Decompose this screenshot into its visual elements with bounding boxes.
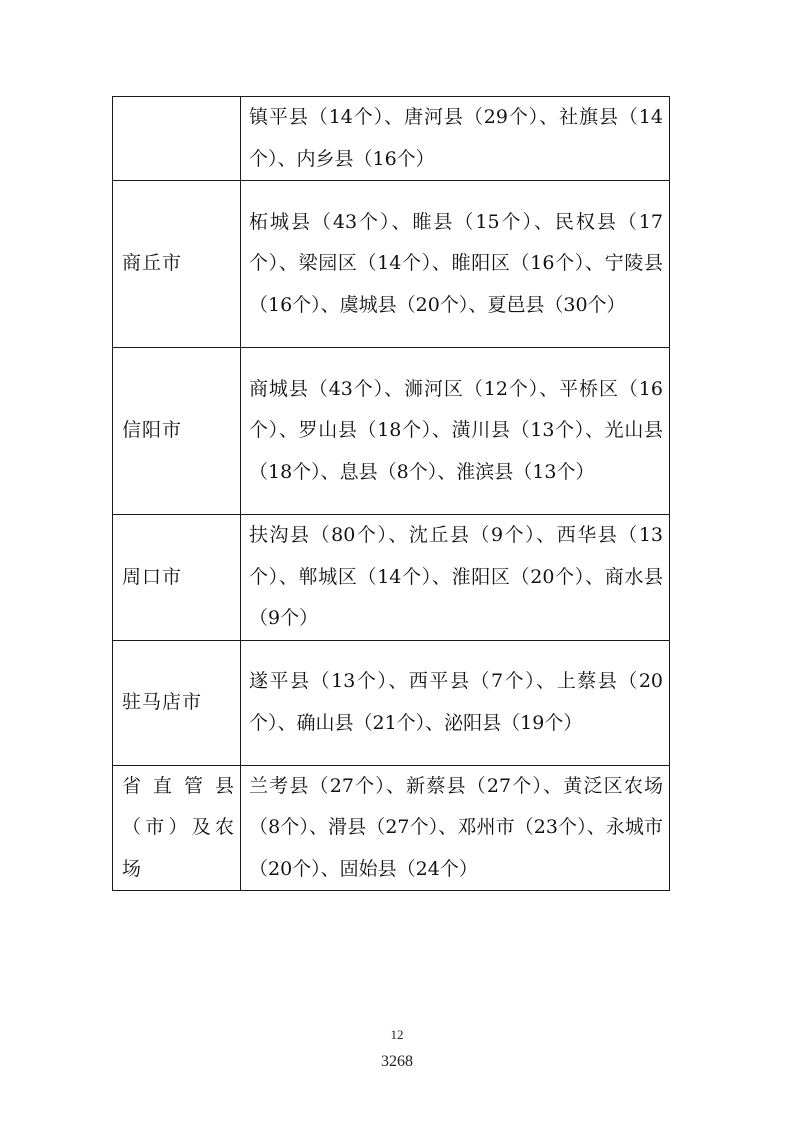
city-cell xyxy=(113,97,241,181)
county-list-table xyxy=(112,96,670,891)
table-row xyxy=(113,181,670,348)
counties-cell: 遂平县（13个）、西平县（7个）、上蔡县（20个）、确山县（21个）、泌阳县（19个） xyxy=(241,640,670,765)
city-cell: 周口市 xyxy=(113,515,241,641)
counties-cell: 商城县（43个）、浉河区（12个）、平桥区（16个）、罗山县（18个）、潢川县（13个）、光山县（18个）、息县（8个）、淮滨县（13个） xyxy=(241,348,670,515)
table-row xyxy=(113,765,670,891)
table-row xyxy=(113,348,670,515)
document-number: 3268 xyxy=(381,1053,413,1070)
table-row xyxy=(113,515,670,641)
city-cell: 商丘市 xyxy=(113,181,241,348)
counties-cell: 柘城县（43个）、睢县（15个）、民权县（17个）、梁园区（14个）、睢阳区（16个）、宁陵县（16个）、虞城县（20个）、夏邑县（30个） xyxy=(241,181,670,348)
counties-cell: 镇平县（14个）、唐河县（29个）、社旗县（14个）、内乡县（16个） xyxy=(241,97,670,181)
table-row xyxy=(113,97,670,181)
city-cell: 省直管县（市）及农场 xyxy=(113,765,241,891)
table-row xyxy=(113,640,670,765)
counties-cell: 扶沟县（80个）、沈丘县（9个）、西华县（13个）、郸城区（14个）、淮阳区（20个）、商水县（9个） xyxy=(241,515,670,641)
city-cell: 信阳市 xyxy=(113,348,241,515)
counties-cell: 兰考县（27个）、新蔡县（27个）、黄泛区农场（8个）、滑县（27个）、邓州市（23个）、永城市（20个）、固始县（24个） xyxy=(241,765,670,891)
page-number: 12 xyxy=(390,1027,404,1042)
city-cell: 驻马店市 xyxy=(113,640,241,765)
